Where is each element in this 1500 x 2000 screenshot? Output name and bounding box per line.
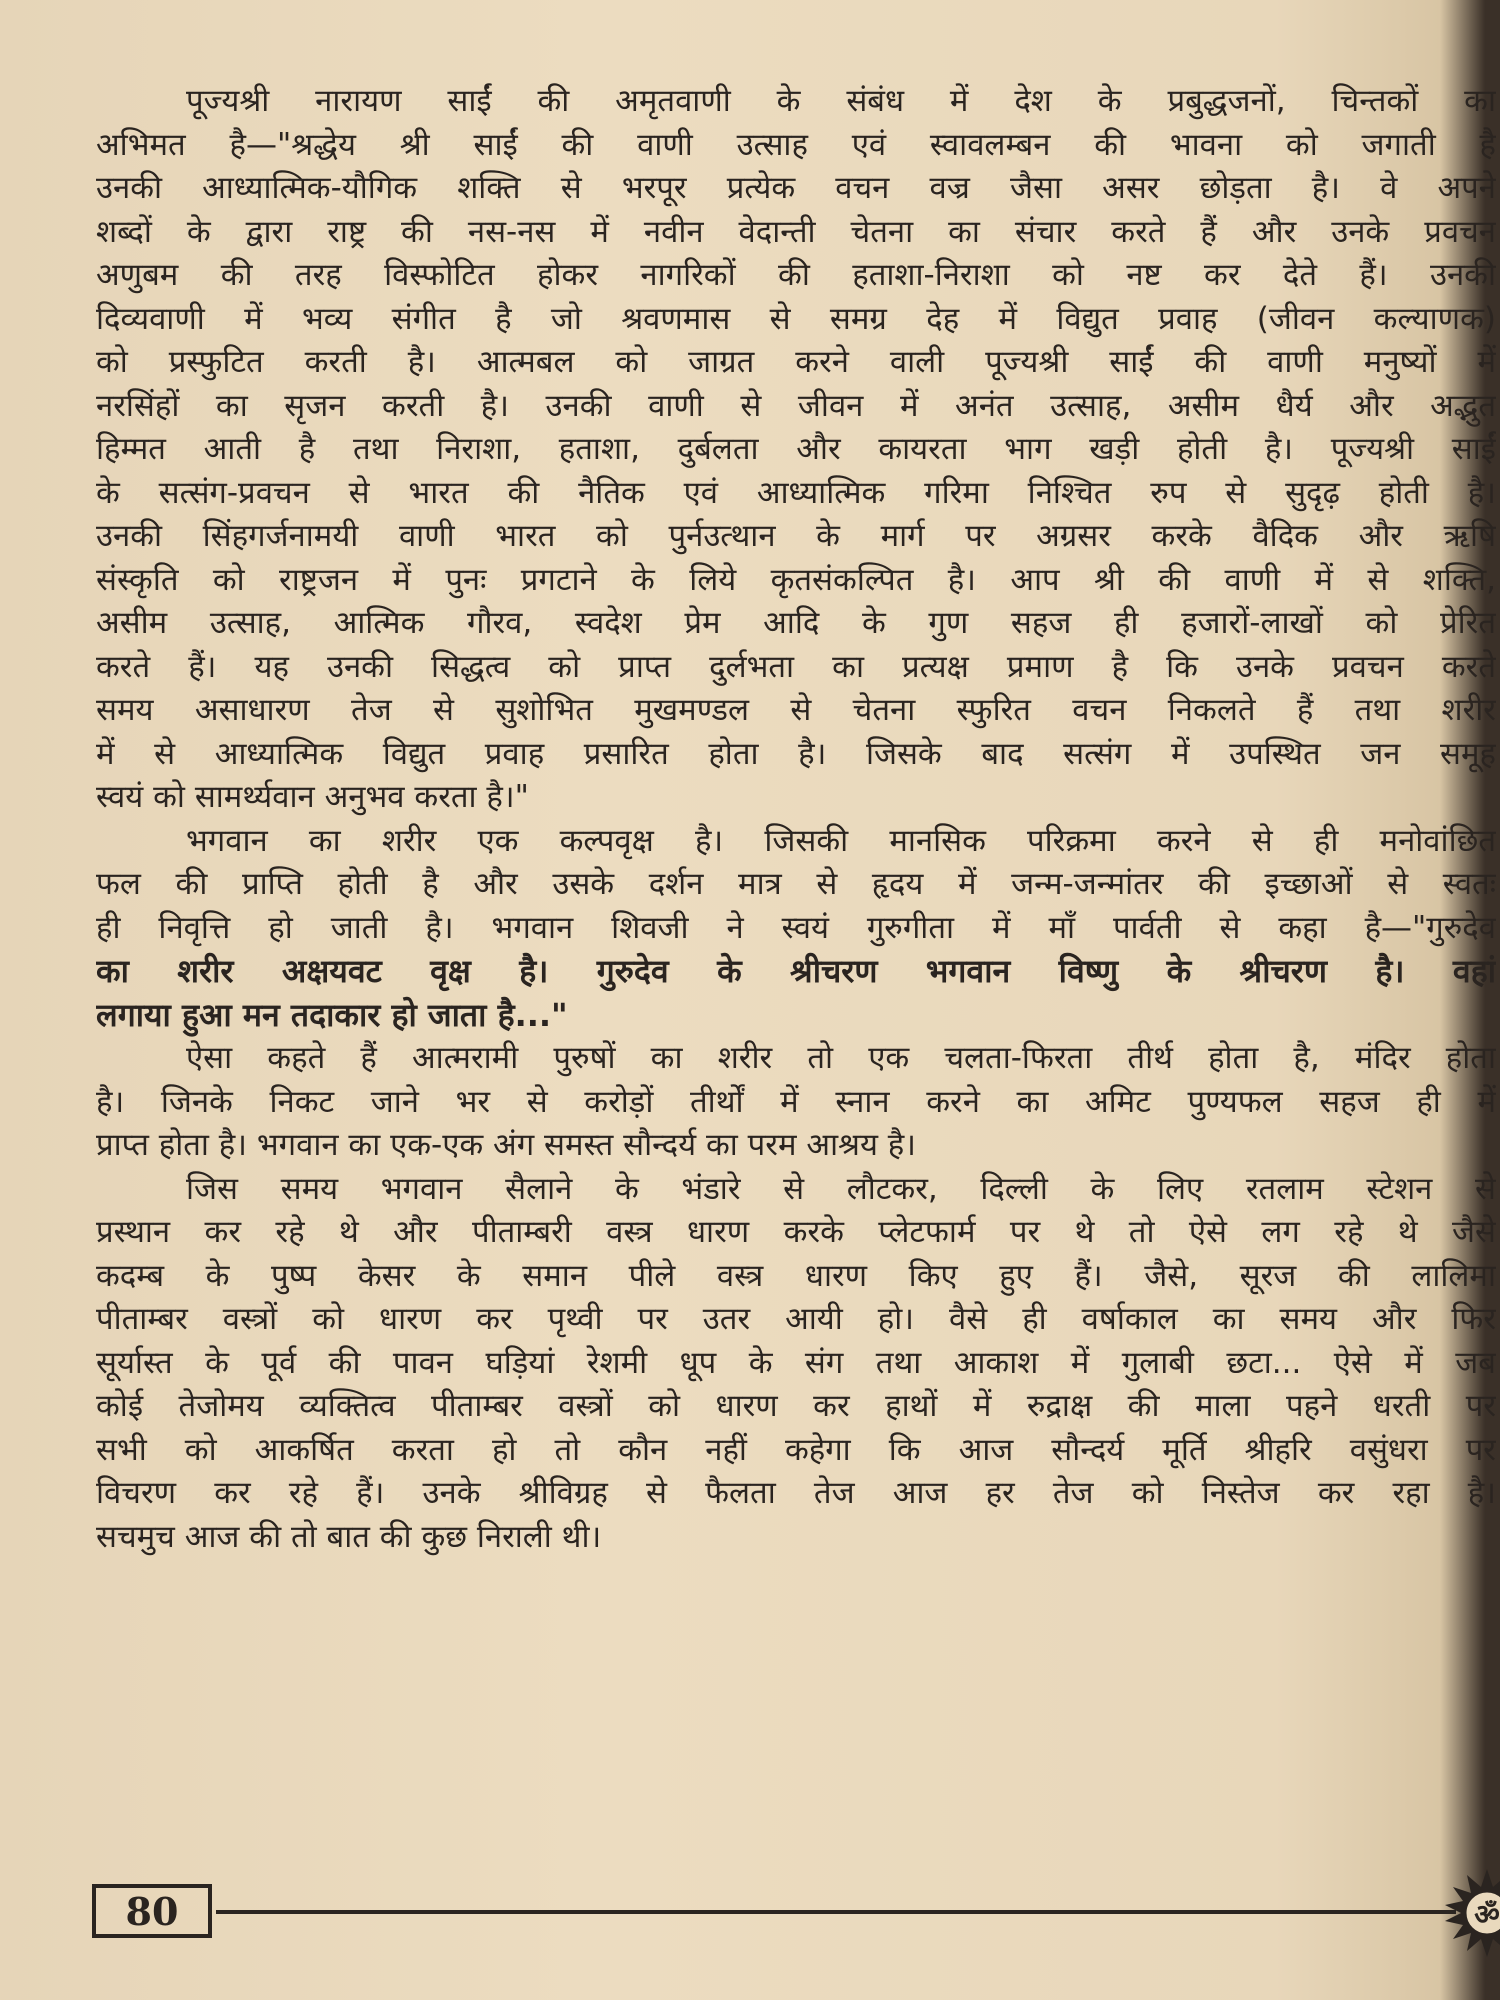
text-line: भगवान का शरीर एक कल्पवृक्ष है। जिसकी मानसिक परिक्रमा करने से ही मनोवांछित <box>186 822 1496 859</box>
text-line: सूर्यास्त के पूर्व की पावन घड़ियां रेशमी धूप के संग तथा आकाश में गुलाबी छटा... ऐसे में जब <box>96 1344 1496 1381</box>
text-line: संस्कृति को राष्ट्रजन में पुनः प्रगटाने के लिये कृतसंकल्पित है। आप श्री की वाणी में से शक्ति, <box>96 561 1496 598</box>
text-line: ही निवृत्ति हो जाती है। भगवान शिवजी ने स्वयं गुरुगीता में माँ पार्वती से कहा है—"गुरुदेव <box>96 909 1496 946</box>
text-line: शब्दों के द्वारा राष्ट्र की नस-नस में नवीन वेदान्ती चेतना का संचार करते हैं और उनके प्रवचन <box>96 213 1496 250</box>
text-line: उनकी सिंहगर्जनामयी वाणी भारत को पुर्नउत्थान के मार्ग पर अग्रसर करके वैदिक और ऋषि <box>96 518 1496 554</box>
text-line: अणुबम की तरह विस्फोटित होकर नागरिकों की हताशा-निराशा को नष्ट कर देते हैं। उनकी <box>96 257 1496 293</box>
footer-rule <box>216 1910 1456 1914</box>
text-line: में से आध्यात्मिक विद्युत प्रवाह प्रसारित होता है। जिसके बाद सत्संग में उपस्थित जन समूह <box>96 735 1496 772</box>
paragraph <box>96 80 1496 820</box>
text-line: विचरण कर रहे हैं। उनके श्रीविग्रह से फैलता तेज आज हर तेज को निस्तेज कर रहा है। <box>96 1475 1496 1511</box>
page-footer <box>92 1880 1500 1950</box>
text-line: को प्रस्फुटित करती है। आत्मबल को जाग्रत करने वाली पूज्यश्री साईं की वाणी मनुष्यों में <box>96 344 1496 380</box>
text-line: पीताम्बर वस्त्रों को धारण कर पृथ्वी पर उतर आयी हो। वैसे ही वर्षाकाल का समय और फिर <box>96 1301 1496 1337</box>
text-line: कोई तेजोमय व्यक्तित्व पीताम्बर वस्त्रों को धारण कर हाथों में रुद्राक्ष की माला पहने धरती पर <box>96 1388 1496 1424</box>
text-line: जिस समय भगवान सैलाने के भंडारे से लौटकर, दिल्ली के लिए रतलाम स्टेशन से <box>186 1170 1496 1207</box>
text-line: है। जिनके निकट जाने भर से करोड़ों तीर्थों में स्नान करने का अमिट पुण्यफल सहज ही में <box>96 1083 1496 1120</box>
text-line: असीम उत्साह, आत्मिक गौरव, स्वदेश प्रेम आदि के गुण सहज ही हजारों-लाखों को प्रेरित <box>96 605 1496 641</box>
text-line: कदम्ब के पुष्प केसर के समान पीले वस्त्र धारण किए हुए हैं। जैसे, सूरज की लालिमा <box>96 1257 1496 1294</box>
text-line: फल की प्राप्ति होती है और उसके दर्शन मात्र से हृदय में जन्म-जन्मांतर की इच्छाओं से स्वतः <box>96 866 1496 902</box>
paragraph <box>96 1037 1496 1168</box>
text-line: के सत्संग-प्रवचन से भारत की नैतिक एवं आध्यात्मिक गरिमा निश्चित रुप से सुदृढ़ होती है। <box>96 474 1496 511</box>
text-line: समय असाधारण तेज से सुशोभित मुखमण्डल से चेतना स्फुरित वचन निकलते हैं तथा शरीर <box>96 692 1496 728</box>
paragraph <box>96 1168 1496 1560</box>
text-line: करते हैं। यह उनकी सिद्धत्व को प्राप्त दुर्लभता का प्रत्यक्ष प्रमाण है कि उनके प्रवचन करते <box>96 648 1496 685</box>
text-line: नरसिंहों का सृजन करती है। उनकी वाणी से जीवन में अनंत उत्साह, असीम धैर्य और अद्भुत <box>96 387 1496 424</box>
text-line: दिव्यवाणी में भव्य संगीत है जो श्रवणमास से समग्र देह में विद्युत प्रवाह (जीवन कल्याणक) <box>96 300 1496 337</box>
text-line: ऐसा कहते हैं आत्मरामी पुरुषों का शरीर तो एक चलता-फिरता तीर्थ होता है, मंदिर होता <box>186 1040 1496 1076</box>
text-line: हिम्मत आती है तथा निराशा, हताशा, दुर्बलता और कायरता भाग खड़ी होती है। पूज्यश्री साईं <box>96 431 1496 467</box>
text-line-bold: लगाया हुआ मन तदाकार हो जाता है..." <box>96 995 568 1034</box>
page-number: 80 <box>92 1884 212 1938</box>
body-text <box>96 80 1496 1800</box>
text-line: सभी को आकर्षित करता हो तो कौन नहीं कहेगा कि आज सौन्दर्य मूर्ति श्रीहरि वसुंधरा पर <box>96 1431 1496 1468</box>
text-line-bold: का शरीर अक्षयवट वृक्ष है। गुरुदेव के श्रीचरण भगवान विष्णु के श्रीचरण है। वहां <box>96 952 1496 990</box>
text-line: अभिमत है—"श्रद्धेय श्री साईं की वाणी उत्साह एवं स्वावलम्बन की भावना को जगाती है <box>96 126 1496 163</box>
om-glyph: ॐ <box>1474 1898 1500 1931</box>
text-line: प्रस्थान कर रहे थे और पीताम्बरी वस्त्र धारण करके प्लेटफार्म पर थे तो ऐसे लग रहे थे जैसे <box>96 1214 1496 1250</box>
text-line: स्वयं को सामर्थ्यवान अनुभव करता है।" <box>96 779 529 815</box>
text-line: पूज्यश्री नारायण साईं की अमृतवाणी के संबंध में देश के प्रबुद्धजनों, चिन्तकों का <box>186 83 1496 119</box>
text-line: उनकी आध्यात्मिक-यौगिक शक्ति से भरपूर प्रत्येक वचन वज्र जैसा असर छोड़ता है। वे अपने <box>96 170 1496 206</box>
paragraph <box>96 820 1496 1038</box>
text-line: सचमुच आज की तो बात की कुछ निराली थी। <box>96 1518 602 1555</box>
om-sun-icon <box>1432 1868 1500 1958</box>
text-line: प्राप्त होता है। भगवान का एक-एक अंग समस्त सौन्दर्य का परम आश्रय है। <box>96 1127 917 1163</box>
